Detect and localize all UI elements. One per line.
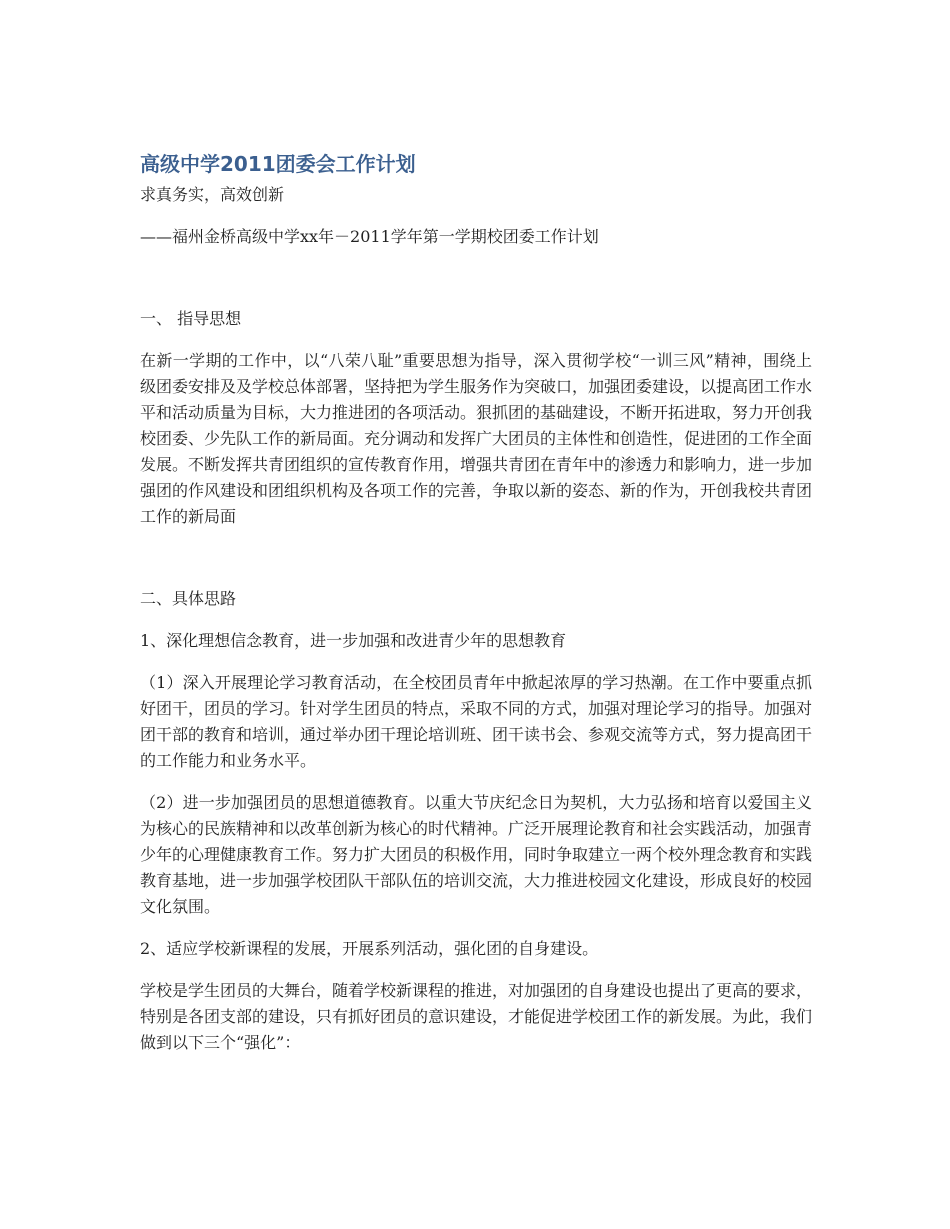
document-subtitle: 求真务实，高效创新	[140, 185, 285, 204]
item-1-sub-1: （1）深入开展理论学习教育活动，在全校团员青年中掀起浓厚的学习热潮。在工作中要重点抓好团干，团员的学习。针对学生团员的特点，采取不同的方式，加强对理论学习的指导。加强对团干部的教育和培训，通过举办团干理论培训班、团干读书会、参观交流等方式，努力提高团干的工作能力和业务水平。	[140, 673, 813, 770]
section-2-heading: 二、具体思路	[140, 589, 237, 608]
item-1-sub-2: （2）进一步加强团员的思想道德教育。以重大节庆纪念日为契机，大力弘扬和培育以爱国主义为核心的民族精神和以改革创新为核心的时代精神。广泛开展理论教育和社会实践活动，加强青少年的心理健康教育工作。努力扩大团员的积极作用，同时争取建立一两个校外理念教育和实践教育基地，进一步加强学校团队干部队伍的培训交流，大力推进校园文化建设，形成良好的校园文化氛围。	[140, 793, 813, 916]
item-2-heading: 2、适应学校新课程的发展，开展系列活动，强化团的自身建设。	[140, 939, 599, 958]
item-2-paragraph: 学校是学生团员的大舞台，随着学校新课程的推进，对加强团的自身建设也提出了更高的要求，特别是各团支部的建设，只有抓好团员的意识建设，才能促进学校团工作的新发展。为此，我们做到以下三个“强化”：	[140, 981, 813, 1052]
item-1-heading: 1、深化理想信念教育，进一步加强和改进青少年的思想教育	[140, 631, 567, 650]
section-1-paragraph: 在新一学期的工作中，以“八荣八耻”重要思想为指导，深入贯彻学校“一训三风”精神，围绕上级团委安排及及学校总体部署，坚持把为学生服务作为突破口，加强团委建设，以提高团工作水平和活动质量为目标，大力推进团的各项活动。狠抓团的基础建设，不断开拓进取，努力开创我校团委、少先队工作的新局面。充分调动和发挥广大团员的主体性和创造性，促进团的工作全面发展。不断发挥共青团组织的宣传教育作用，增强共青团在青年中的渗透力和影响力，进一步加强团的作风建设和团组织机构及各项工作的完善，争取以新的姿态、新的作为，开创我校共青团工作的新局面	[140, 351, 813, 526]
section-1-heading: 一、 指导思想	[140, 309, 242, 328]
document-byline: ——福州金桥高级中学xx年－2011学年第一学期校团委工作计划	[140, 227, 599, 246]
document-title: 高级中学2011团委会工作计划	[140, 152, 416, 176]
document-page	[140, 146, 812, 1056]
